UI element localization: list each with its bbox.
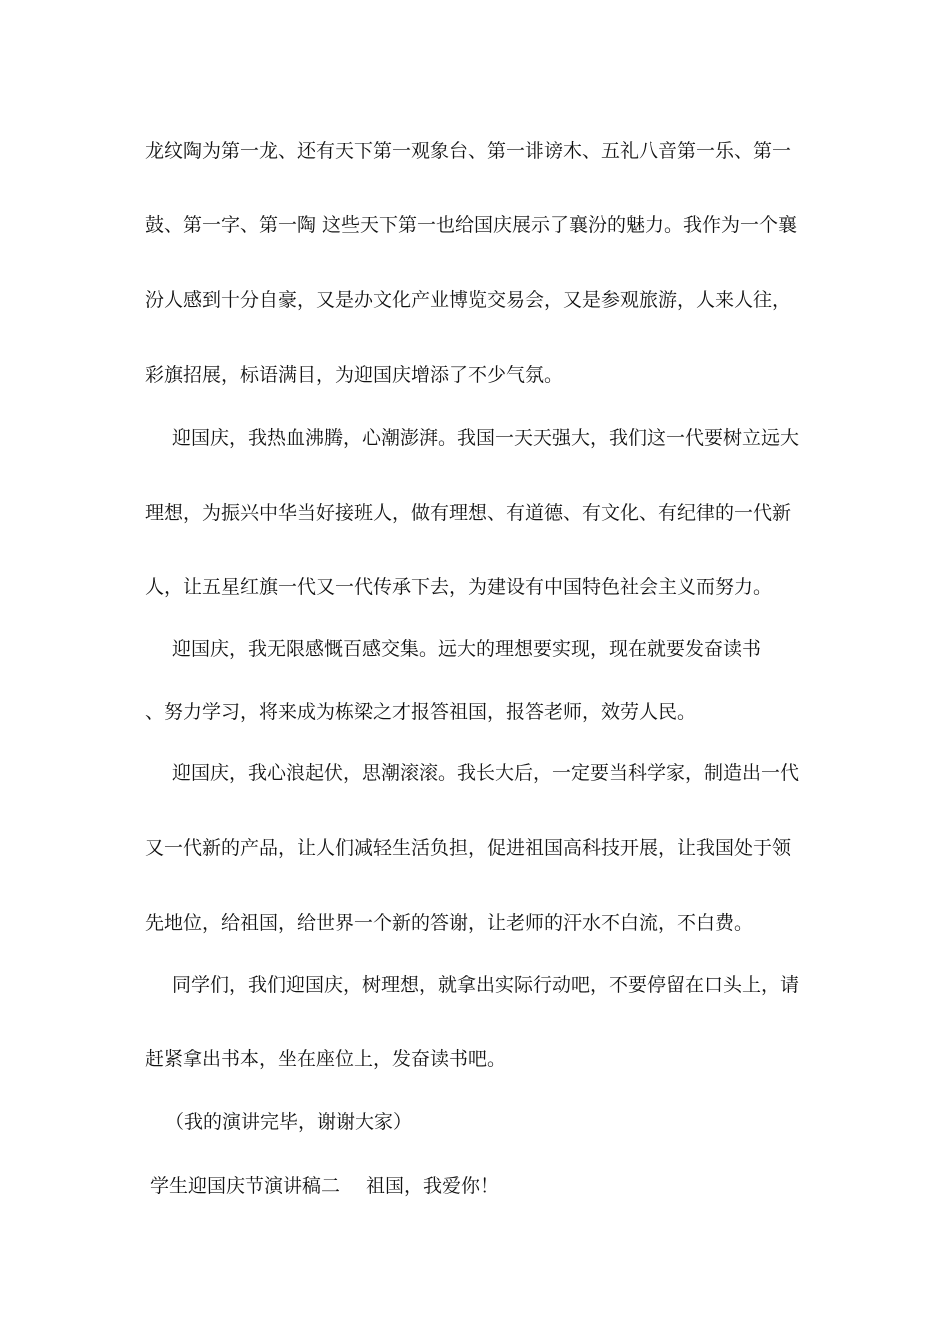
text-line: 赶紧拿出书本，坐在座位上，发奋读书吧。 [145,1048,507,1070]
text-line: 先地位，给祖国，给世界一个新的答谢，让老师的汗水不白流，不白费。 [145,912,754,934]
paragraph-start-line: 迎国庆，我无限感慨百感交集。远大的理想要实现，现在就要发奋读书 [172,638,762,660]
section-heading [150,1173,499,1199]
paragraph-start-line: 迎国庆，我热血沸腾，心潮澎湃。我国一天天强大，我们这一代要树立远大 [172,427,800,449]
text-line: 、努力学习，将来成为栋梁之才报答祖国，报答老师，效劳人民。 [145,701,697,723]
text-line: 人，让五星红旗一代又一代传承下去，为建设有中国特色社会主义而努力。 [145,576,773,598]
text-line: 又一代新的产品，让人们减轻生活负担，促进祖国高科技开展，让我国处于领 [145,837,792,859]
text-line: 彩旗招展，标语满目，为迎国庆增添了不少气氛。 [145,364,564,386]
paragraph-start-line: 同学们，我们迎国庆，树理想，就拿出实际行动吧，不要停留在口头上，请 [172,974,800,996]
text-line: 龙纹陶为第一龙、还有天下第一观象台、第一诽谤木、五礼八音第一乐、第一 [145,140,792,162]
heading-title: 学生迎国庆节演讲稿二 [150,1175,341,1197]
closing-remark: （我的演讲完毕，谢谢大家） [165,1111,413,1133]
paragraph-start-line: 迎国庆，我心浪起伏，思潮滚滚。我长大后，一定要当科学家，制造出一代 [172,762,800,784]
text-line: 鼓、第一字、第一陶 这些天下第一也给国庆展示了襄汾的魅力。我作为一个襄 [145,214,798,236]
text-line: 理想，为振兴中华当好接班人，做有理想、有道德、有文化、有纪律的一代新 [145,502,792,524]
heading-subtitle: 祖国，我爱你！ [366,1175,500,1197]
text-line: 汾人感到十分自豪，又是办文化产业博览交易会，又是参观旅游，人来人往， [145,289,792,311]
